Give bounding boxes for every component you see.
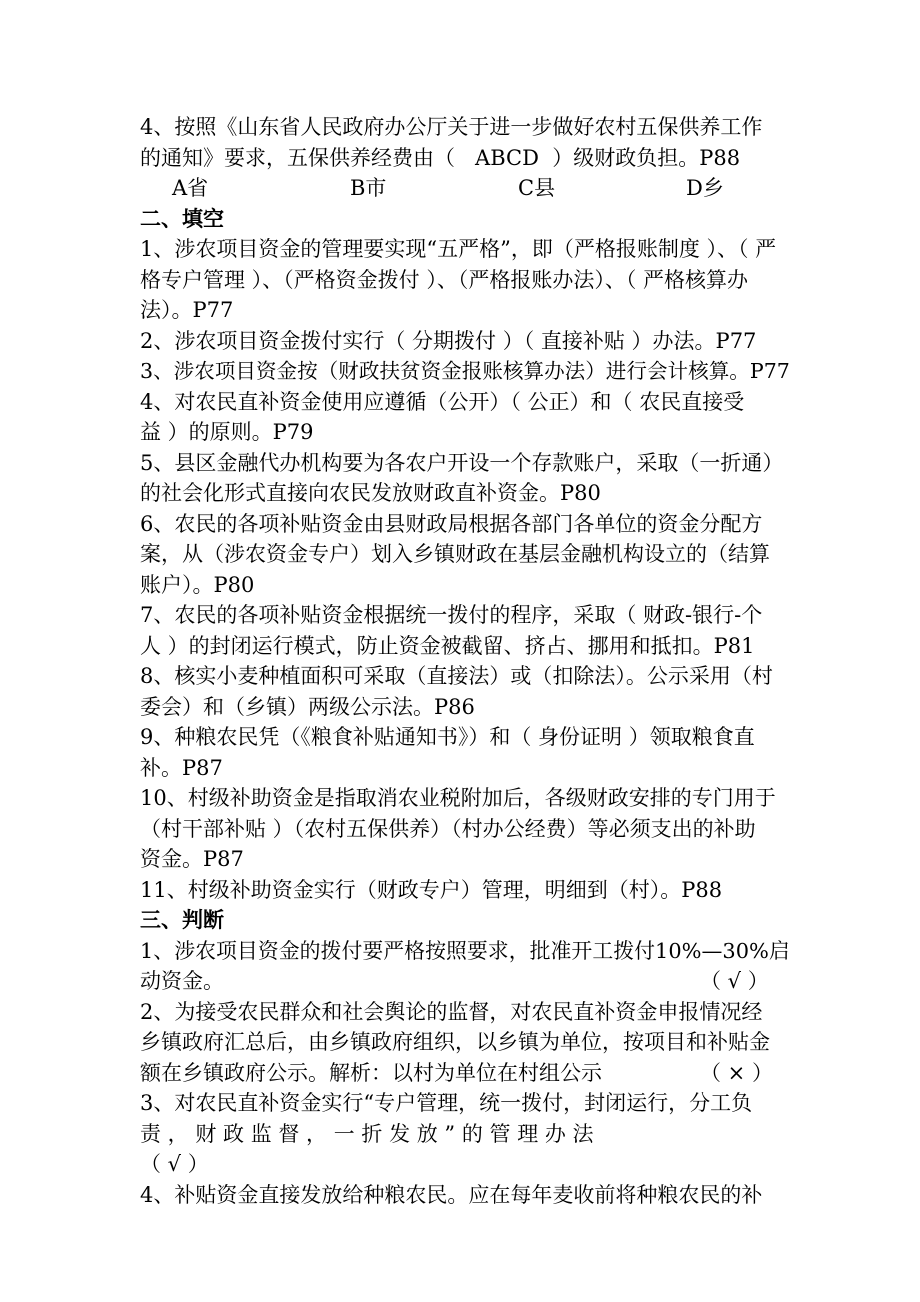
question-line: 的通知》要求，五保供养经费由（ ABCD ）级财政负担。P88 bbox=[140, 145, 741, 170]
fill-line: 案，从（涉农资金专户）划入乡镇财政在基层金融机构设立的（结算 bbox=[140, 542, 770, 566]
judge-line: 责 ， 财 政 监 督 ， 一 折 发 放 ” 的 管 理 办 法 bbox=[140, 1121, 594, 1146]
judge-line bbox=[140, 966, 790, 997]
fill-line: 6、农民的各项补贴资金由县财政局根据各部门各单位的资金分配方 bbox=[140, 511, 763, 536]
fill-line: 11、村级补助资金实行（财政专户）管理，明细到（村）。P88 bbox=[140, 877, 723, 902]
judge-line bbox=[140, 1058, 790, 1089]
fill-line: 4、对农民直补资金使用应遵循（公开）（ 公正）和（ 农民直接受 bbox=[140, 389, 745, 414]
answer-mark: （ × ） bbox=[700, 1060, 773, 1085]
fill-line: 8、核实小麦种植面积可采取（直接法）或（扣除法）。公示采用（村 bbox=[140, 664, 773, 688]
option-a: A省 bbox=[172, 176, 209, 200]
judge-line: 2、为接受农民群众和社会舆论的监督，对农民直补资金申报情况经 bbox=[140, 999, 763, 1024]
fill-line: 9、种粮农民凭（《粮食补贴通知书》）和（ 身份证明 ）领取粮食直 bbox=[140, 725, 755, 749]
fill-line: 格专户管理 ）、（严格资金拨付 ）、（严格报账办法）、（ 严格核算办 bbox=[140, 267, 749, 292]
judge-line: 乡镇政府汇总后，由乡镇政府组织，以乡镇为单位，按项目和补贴金 bbox=[140, 1030, 770, 1054]
judge-text: 额在乡镇政府公示。解析：以村为单位在村组公示 bbox=[140, 1060, 602, 1085]
document-page bbox=[140, 112, 790, 1210]
option-b: B市 bbox=[350, 176, 387, 200]
fill-line: 5、县区金融代办机构要为各农户开设一个存款账户，采取（一折通） bbox=[140, 450, 784, 475]
answer-mark: （ √ ） bbox=[140, 1152, 209, 1176]
fill-line: 补。P87 bbox=[140, 755, 223, 780]
fill-line: 法）。P77 bbox=[140, 298, 234, 322]
fill-line: 账户）。P80 bbox=[140, 572, 255, 597]
answer-options bbox=[140, 173, 790, 204]
fill-line: 资金。P87 bbox=[140, 847, 244, 871]
fill-line: 7、农民的各项补贴资金根据统一拨付的程序，采取（ 财政-银行-个 bbox=[140, 603, 763, 627]
judge-line: 3、对农民直补资金实行“专户管理，统一拨付，封闭运行，分工负 bbox=[140, 1091, 753, 1115]
judge-text: 动资金。 bbox=[140, 969, 224, 993]
fill-line: 2、涉农项目资金拨付实行（ 分期拨付 ）（ 直接补贴 ）办法。P77 bbox=[140, 328, 757, 353]
fill-line: 益 ）的原则。P79 bbox=[140, 420, 314, 444]
judge-line: 4、补贴资金直接发放给种粮农民。应在每年麦收前将种粮农民的补 bbox=[140, 1182, 763, 1207]
judge-line: 1、涉农项目资金的拨付要严格按照要求，批准开工拨付10%—30%启 bbox=[140, 938, 790, 963]
fill-line: 10、村级补助资金是指取消农业税附加后，各级财政安排的专门用于 bbox=[140, 786, 776, 810]
section-heading-judge: 三、判断 bbox=[140, 908, 224, 932]
fill-line: 3、涉农项目资金按（财政扶贫资金报账核算办法）进行会计核算。P77 bbox=[140, 359, 790, 383]
option-d: D乡 bbox=[686, 176, 724, 200]
fill-line: 人 ）的封闭运行模式，防止资金被截留、挤占、挪用和抵扣。P81 bbox=[140, 633, 755, 658]
answer-mark: （ √ ） bbox=[700, 969, 769, 993]
fill-line: （村干部补贴 ）（农村五保供养）（村办公经费）等必须支出的补助 bbox=[140, 816, 756, 841]
section-heading-fill: 二、填空 bbox=[140, 206, 224, 231]
fill-line: 的社会化形式直接向农民发放财政直补资金。P80 bbox=[140, 481, 601, 505]
fill-line: 委会）和（乡镇）两级公示法。P86 bbox=[140, 694, 475, 719]
option-c: C县 bbox=[518, 176, 556, 200]
fill-line: 1、涉农项目资金的管理要实现“五严格”，即（严格报账制度 ）、（ 严 bbox=[140, 237, 777, 261]
question-line: 4、按照《山东省人民政府办公厅关于进一步做好农村五保供养工作 bbox=[140, 115, 763, 139]
